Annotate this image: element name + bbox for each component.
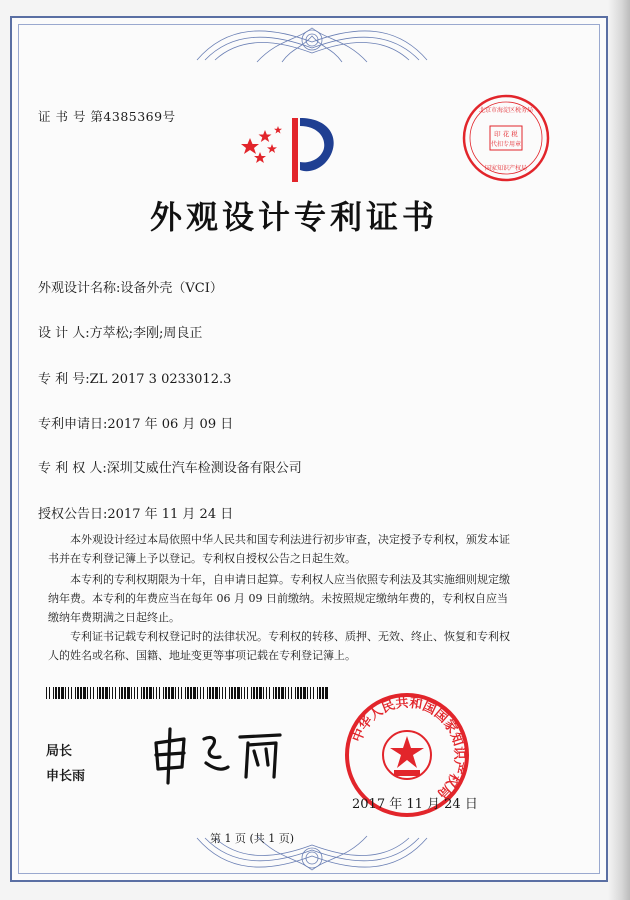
tax-seal-stamp	[460, 92, 552, 184]
field-designer	[38, 322, 202, 341]
ornament-top	[187, 20, 437, 64]
field-label: 设 计 人:	[38, 326, 90, 341]
field-value: 2017 年 06 月 09 日	[107, 417, 234, 432]
handwritten-signature	[148, 725, 288, 787]
binding-shadow	[608, 0, 630, 900]
paragraph-grant: 本外观设计经过本局依照中华人民共和国专利法进行初步审查，决定授予专利权，颁发本证书并在专利登记簿上予以登记。专利权自授权公告之日起生效。	[48, 533, 510, 565]
signatory-name: 申长雨	[46, 769, 86, 784]
seal-date: 2017 年 11 月 24 日	[352, 797, 478, 812]
svg-text:印 花 税: 印 花 税	[494, 130, 518, 138]
svg-text:国家知识产权局: 国家知识产权局	[484, 165, 528, 172]
field-label: 外观设计名称:	[38, 281, 121, 296]
field-value: 深圳艾威仕汽车检测设备有限公司	[106, 461, 302, 476]
signatory-title: 局长	[46, 744, 73, 759]
field-value: ZL 2017 3 0233012.3	[89, 372, 232, 387]
svg-text:中华人民共和国国家知识产权局: 中华人民共和国国家知识产权局	[349, 695, 467, 801]
field-patentee	[38, 457, 302, 476]
paragraph-term: 本专利的专利权期限为十年，自申请日起算。专利权人应当依照专利法及其实施细则规定缴纳年费。本专利的年费应当在每年 06 月 09 日前缴纳。未按照规定缴纳年费的，专利权自应当缴纳年费期满之日起终止。	[48, 573, 510, 624]
document-title: 外观设计专利证书	[150, 198, 439, 236]
svg-text:代扣专用章: 代扣专用章	[490, 141, 522, 148]
field-label: 专利申请日:	[38, 417, 108, 432]
page-number: 第 1 页 (共 1 页)	[210, 832, 295, 845]
field-label: 专 利 权 人:	[38, 461, 107, 476]
field-value: 2017 年 11 月 24 日	[107, 507, 234, 522]
field-patent-number	[38, 368, 231, 387]
field-application-date	[38, 413, 233, 432]
barcode	[46, 687, 328, 699]
cnipa-logo-icon	[232, 112, 344, 188]
field-design-name	[38, 277, 223, 296]
field-label: 授权公告日:	[38, 507, 108, 522]
field-grant-date	[38, 503, 233, 522]
field-value: 设备外壳（VCI）	[120, 281, 223, 296]
field-value: 方萃松;李刚;周良正	[89, 326, 203, 341]
field-label: 专 利 号:	[38, 372, 90, 387]
svg-text:北京市海淀区税务局: 北京市海淀区税务局	[478, 107, 534, 114]
paragraph-legal-status: 专利证书记载专利权登记时的法律状况。专利权的转移、质押、无效、终止、恢复和专利权人的姓名或名称、国籍、地址变更等事项记载在专利登记簿上。	[48, 630, 510, 662]
certificate-number: 证 书 号 第4385369号	[38, 109, 176, 124]
